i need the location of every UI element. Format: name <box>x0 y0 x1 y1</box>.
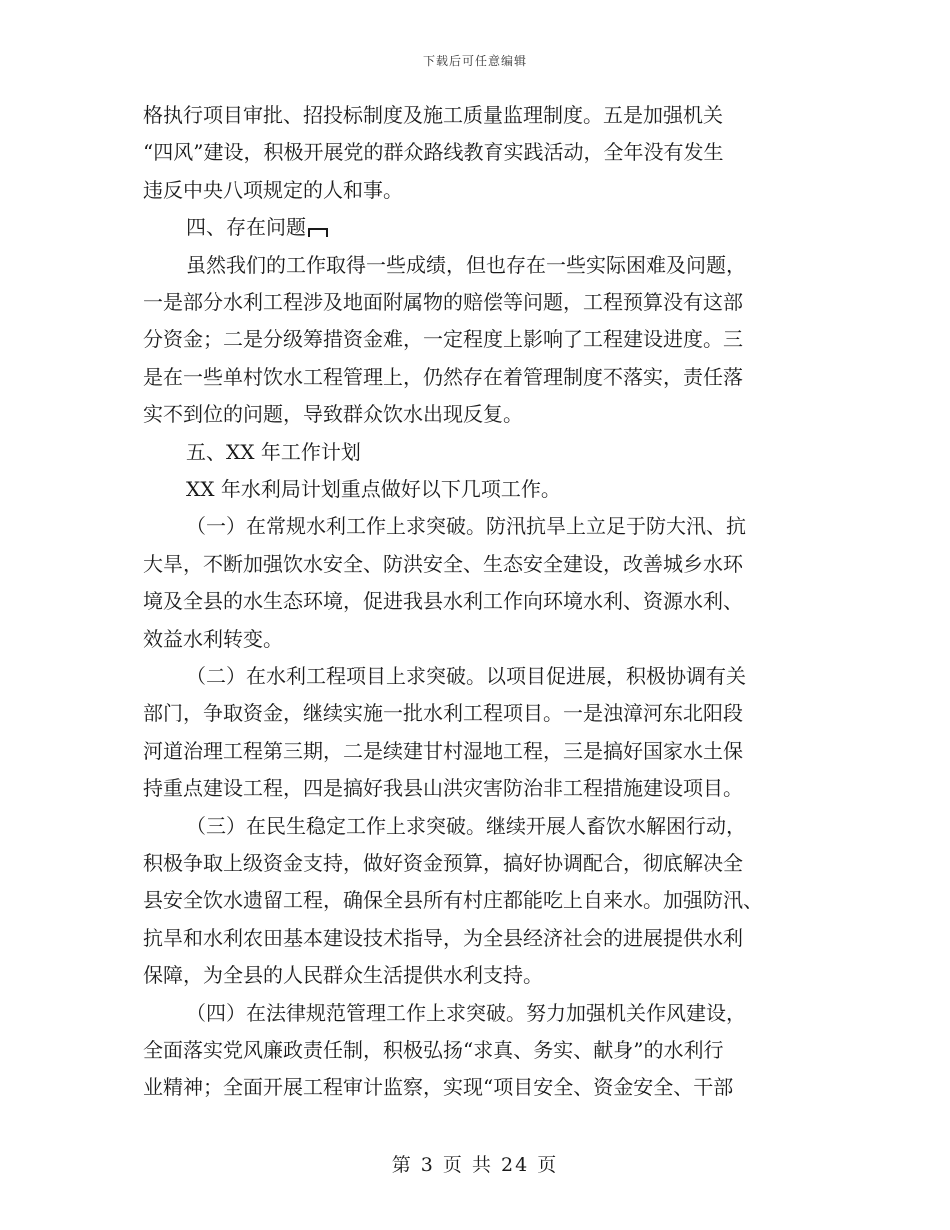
body-line <box>143 102 723 128</box>
body-line-text: 效益水利转变。 <box>143 626 283 651</box>
body-line <box>143 364 743 390</box>
body-line-text: 大旱，不断加强饮水安全、防洪安全、生态安全建设，改善城乡水环 <box>143 551 743 576</box>
body-line <box>143 1037 723 1063</box>
body-line-text: （一）在常规水利工作上求突破。防汛抗旱上立足于防大汛、抗 <box>186 514 746 539</box>
body-line <box>143 326 743 352</box>
body-line <box>186 813 746 839</box>
body-line-text: 五、XX 年工作计划 <box>186 439 361 464</box>
body-line-text: 积极争取上级资金支持，做好资金预算，搞好协调配合，彻底解决全 <box>143 851 743 875</box>
body-line-text: 部门，争取资金，继续实施一批水利工程项目。一是浊漳河东北阳段 <box>143 701 743 726</box>
body-line <box>143 738 743 764</box>
body-line-text: 抗旱和水利农田基本建设技术指导，为全县经济社会的进展提供水利 <box>143 925 743 950</box>
body-line <box>186 663 746 689</box>
body-line-text: “四风”建设，积极开展党的群众路线教育实践活动，全年没有发生 <box>143 140 724 165</box>
body-line <box>143 925 743 951</box>
page-header-note: 下载后可任意编辑 <box>422 54 527 68</box>
body-line-text: （四）在法律规范管理工作上求突破。努力加强机关作风建设， <box>186 1000 746 1025</box>
body-line-text: 虽然我们的工作取得一些成绩，但也存在一些实际困难及问题， <box>186 252 746 277</box>
body-line <box>143 588 743 614</box>
body-line <box>143 626 283 652</box>
body-line <box>186 513 746 539</box>
body-line-text: （二）在水利工程项目上求突破。以项目促进展，积极协调有关 <box>186 664 746 688</box>
body-line-text: 保障，为全县的人民群众生活提供水利支持。 <box>143 963 543 988</box>
body-line-text: 境及全县的水生态环境，促进我县水利工作向环境水利、资源水利、 <box>143 589 743 614</box>
body-line <box>143 139 723 165</box>
body-line <box>186 1000 746 1026</box>
body-line <box>143 700 743 726</box>
body-line-text: 实不到位的问题，导致群众饮水出现反复。 <box>143 402 523 427</box>
body-line-text: 是在一些单村饮水工程管理上，仍然存在着管理制度不落实，责任落 <box>143 364 743 389</box>
heading-bracket-mark <box>308 228 328 237</box>
body-line <box>143 177 403 203</box>
body-line <box>143 962 543 988</box>
body-line <box>143 401 523 427</box>
body-line-text: 分资金；二是分级筹措资金难，一定程度上影响了工程建设进度。三 <box>143 327 743 352</box>
body-line-text: 违反中央八项规定的人和事。 <box>143 177 403 202</box>
body-line-text: 县安全饮水遗留工程，确保全县所有村庄都能吃上自来水。加强防汛、 <box>143 888 763 913</box>
body-line <box>186 252 746 278</box>
body-line-text: 全面落实党风廉政责任制，积极弘扬“求真、务实、献身”的水利行 <box>143 1038 724 1062</box>
body-line-text: 一是部分水利工程涉及地面附属物的赔偿等问题，工程预算没有这部 <box>143 290 743 314</box>
body-line <box>186 439 361 465</box>
page-number-footer: 第 3 页 共 24 页 <box>391 1154 559 1176</box>
body-line <box>143 887 763 913</box>
body-line <box>143 1074 733 1100</box>
body-line <box>186 214 328 240</box>
body-line-text: 格执行项目审批、招投标制度及施工质量监理制度。五是加强机关 <box>143 103 723 127</box>
body-line <box>143 775 743 801</box>
body-line <box>186 476 561 502</box>
body-line <box>143 850 743 876</box>
body-line <box>143 551 743 577</box>
body-line <box>143 289 743 315</box>
body-line-text: （三）在民生稳定工作上求突破。继续开展人畜饮水解困行动， <box>186 813 746 838</box>
body-line-text: XX 年水利局计划重点做好以下几项工作。 <box>186 477 561 501</box>
body-line-text: 四、存在问题 <box>186 215 306 240</box>
body-line-text: 河道治理工程第三期，二是续建甘村湿地工程，三是搞好国家水土保 <box>143 738 743 763</box>
body-line-text: 业精神；全面开展工程审计监察，实现“项目安全、资金安全、干部 <box>143 1075 734 1100</box>
body-line-text: 持重点建设工程，四是搞好我县山洪灾害防治非工程措施建设项目。 <box>143 776 743 801</box>
